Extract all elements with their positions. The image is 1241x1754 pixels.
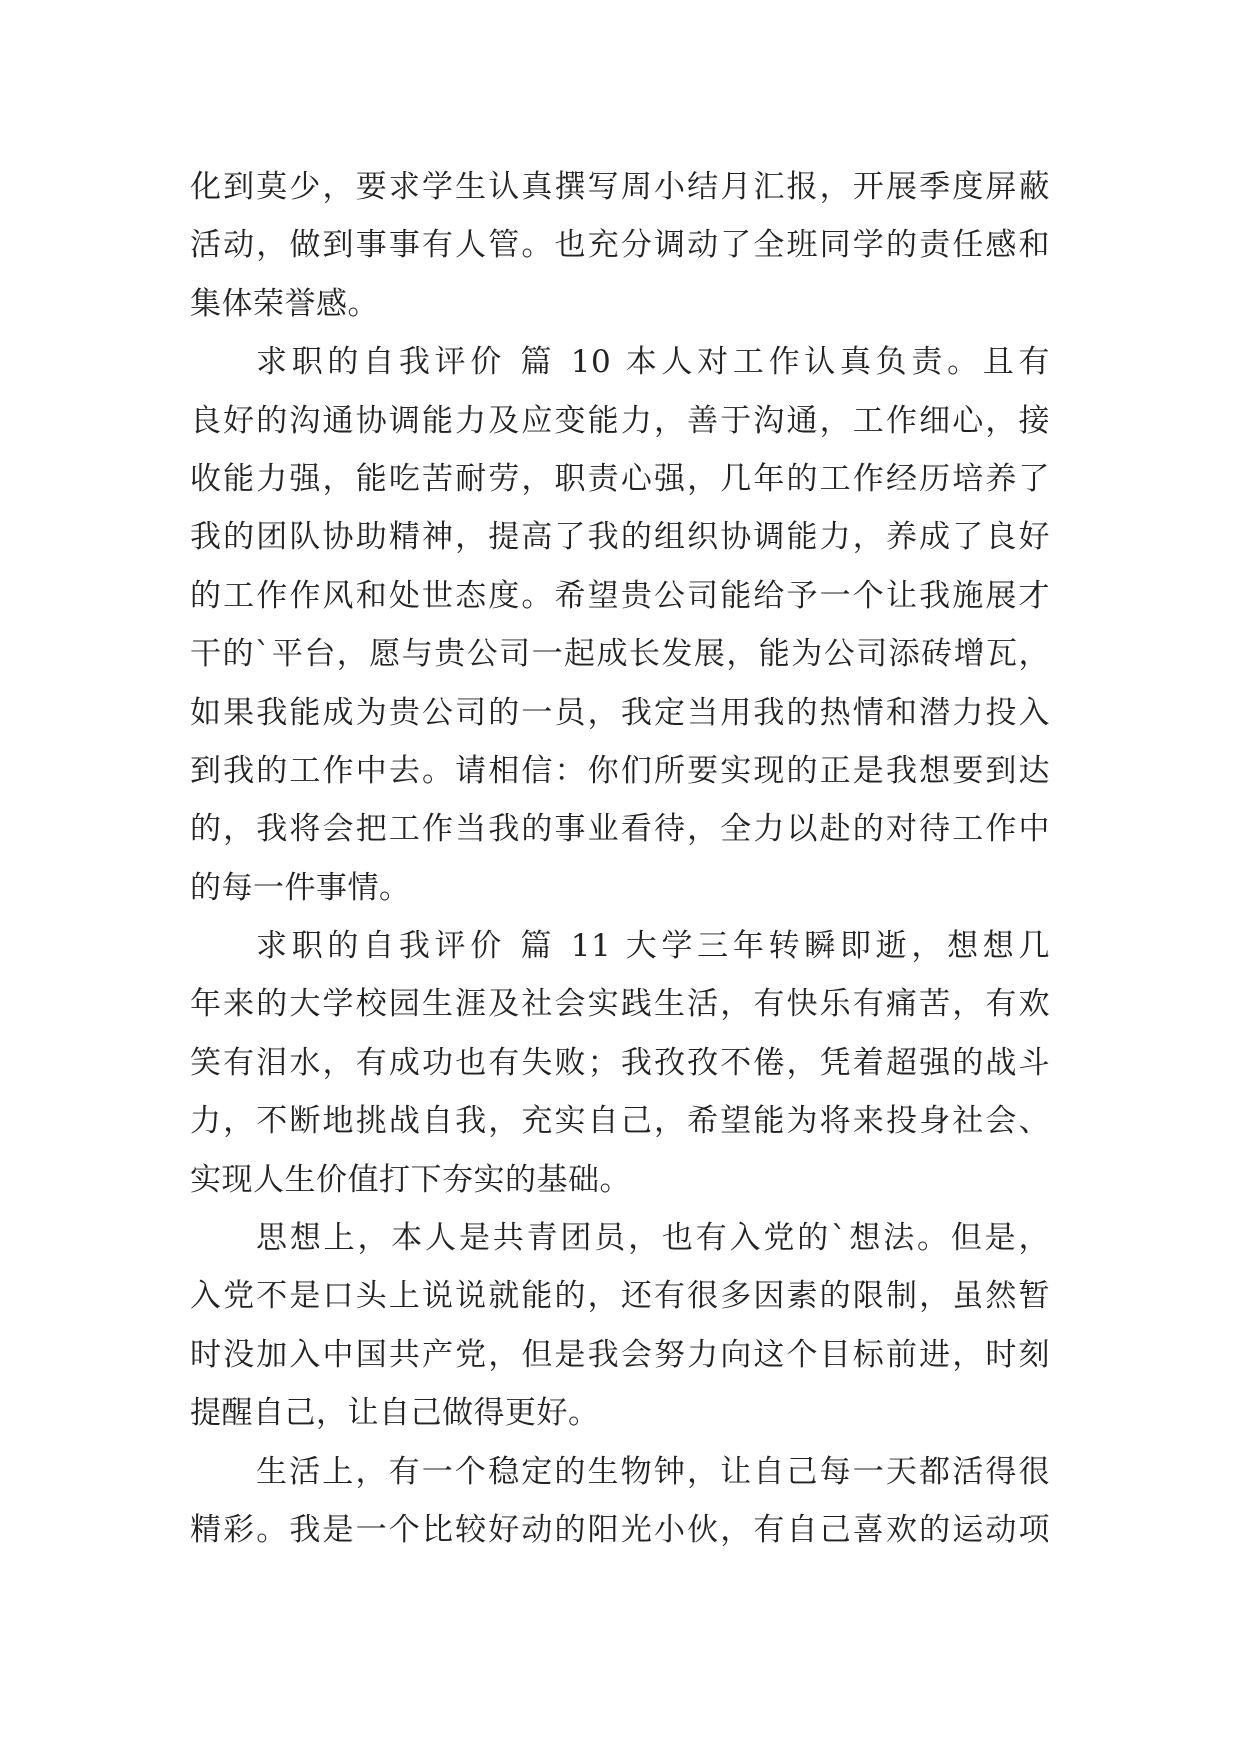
text-line: 活动，做到事事有人管。也充分调动了全班同学的责任感和 (190, 227, 1050, 264)
text-line: 力，不断地挑战自我，充实自己，希望能为将来投身社会、 (190, 1103, 1050, 1140)
section-heading-line: 求职的自我评价 篇 11 大学三年转瞬即逝，想想几 (256, 928, 1050, 965)
text-line: 良好的沟通协调能力及应变能力，善于沟通，工作细心，接 (190, 402, 1050, 439)
text-line: 实现人生价值打下夯实的基础。 (190, 1161, 631, 1198)
text-line: 的，我将会把工作当我的事业看待，全力以赴的对待工作中 (190, 811, 1050, 848)
text-line: 的每一件事情。 (190, 869, 411, 906)
section-heading-line: 求职的自我评价 篇 10 本人对工作认真负责。且有 (256, 344, 1050, 381)
text-line: 入党不是口头上说说就能的，还有很多因素的限制，虽然暂 (190, 1278, 1050, 1315)
text-line: 时没加入中国共产党，但是我会努力向这个目标前进，时刻 (190, 1336, 1050, 1373)
text-line: 的工作作风和处世态度。希望贵公司能给予一个让我施展才 (190, 577, 1050, 614)
text-line: 化到莫少，要求学生认真撰写周小结月汇报，开展季度屏蔽 (190, 169, 1050, 205)
text-line: 干的`平台，愿与贵公司一起成长发展，能为公司添砖增瓦， (190, 636, 1050, 673)
text-line: 年来的大学校园生涯及社会实践生活，有快乐有痛苦，有欢 (190, 986, 1050, 1023)
document-body (190, 158, 1050, 1559)
text-line: 笑有泪水，有成功也有失败；我孜孜不倦，凭着超强的战斗 (190, 1044, 1050, 1081)
text-line: 集体荣誉感。 (190, 285, 379, 322)
text-line: 提醒自己，让自己做得更好。 (190, 1395, 600, 1432)
text-line: 收能力强，能吃苦耐劳，职责心强，几年的工作经历培养了 (190, 460, 1050, 497)
text-line: 如果我能成为贵公司的一员，我定当用我的热情和潜力投入 (190, 694, 1050, 731)
text-line: 到我的工作中去。请相信：你们所要实现的正是我想要到达 (190, 752, 1050, 789)
text-line: 我的团队协助精神，提高了我的组织协调能力，养成了良好 (190, 519, 1050, 556)
text-line: 精彩。我是一个比较好动的阳光小伙，有自己喜欢的运动项 (190, 1511, 1050, 1548)
paragraph-first-line: 思想上，本人是共青团员，也有入党的`想法。但是， (256, 1220, 1050, 1257)
paragraph-first-line: 生活上，有一个稳定的生物钟，让自己每一天都活得很 (256, 1453, 1050, 1490)
